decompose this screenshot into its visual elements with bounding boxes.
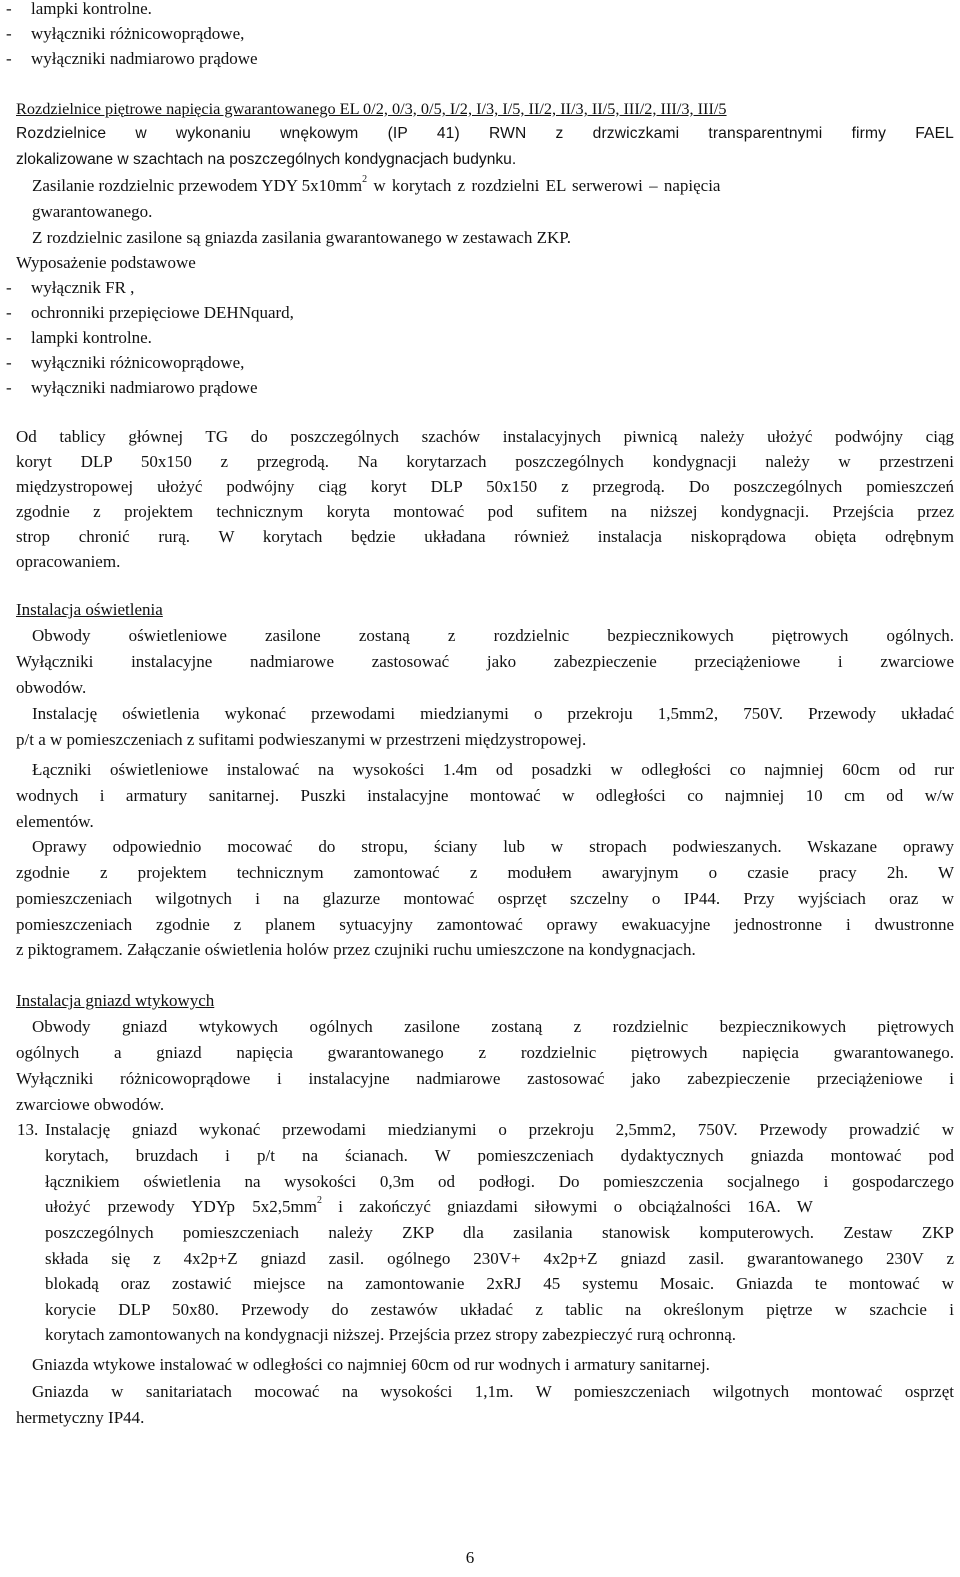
list-item: - wyłącznik FR , xyxy=(6,278,135,297)
paragraph-line: ogólnych a gniazd napięcia gwarantowanego z rozdzielnic piętrowych napięcia gwarantowanego. xyxy=(16,1043,954,1062)
paragraph-line: hermetyczny IP44. xyxy=(16,1408,145,1427)
paragraph-line: koryt DLP 50x150 z przegrodą. Na korytarzach poszczególnych kondygnacji należy w przestrzeni xyxy=(16,452,954,471)
superscript: 2 xyxy=(362,174,368,186)
paragraph-line: blokadą oraz zostawić miejsce na zamontowanie 2xRJ 45 systemu Mosaic. Gniazda te montować w xyxy=(45,1274,954,1293)
section-heading: Rozdzielnice piętrowe napięcia gwarantowanego EL 0/2, 0/3, 0/5, I/2, I/3, I/5, II/2, II/3, II/5, III/2, III/3, III/5 xyxy=(16,99,727,118)
paragraph-line: ułożyć przewody YDYp $5x2,5mm^2$ i zakończyć gniazdami siłowymi o obciążalności 16A. W xyxy=(45,1195,813,1216)
paragraph-line: Rozdzielnice w wykonaniu wnękowym (IP 41) RWN z drzwiczkami transparentnymi firmy FAEL xyxy=(16,125,954,142)
paragraph-line: składa się z 4x2p+Z gniazd zasil. ogólnego 230V+ 4x2p+Z gniazd zasil. gwarantowanego 230V z xyxy=(45,1249,954,1268)
paragraph-line: strop chronić rurą. W korytach będzie układana również instalacja niskoprądowa obięta odrębnym xyxy=(16,527,954,546)
paragraph-line: Gniazda w sanitariatach mocować na wysokości 1,1m. W pomieszczeniach wilgotnych montować osprzęt xyxy=(32,1382,954,1401)
paragraph-line: Instalację gniazd wykonać przewodami miedzianymi o przekroju 2,5mm2, 750V. Przewody prowadzić w xyxy=(45,1120,954,1139)
paragraph-line: wodnych i armatury sanitarnej. Puszki instalacyjne montować w odległości co najmniej 10 cm od w/w xyxy=(16,786,954,805)
paragraph-line: Wyłączniki instalacyjne nadmiarowe zastosować jako zabezpieczenie przeciążeniowe i zwarciowe xyxy=(16,652,954,671)
paragraph-line: łącznikiem oświetlenia na wysokości 0,3m od podłogi. Do pomieszczenia socjalnego i gospodarczego xyxy=(45,1172,954,1191)
paragraph-line: pomieszczeniach wilgotnych i na glazurze montować osprzęt szczelny o IP44. Przy wyjściach oraz w xyxy=(16,889,954,908)
paragraph-line: Zasilanie rozdzielnic przewodem YDY $5x10mm^2$ w korytach z rozdzielni EL serwerowi – napięcia xyxy=(32,174,721,195)
subheading: Wyposażenie podstawowe xyxy=(16,253,196,272)
section-heading: Instalacja gniazd wtykowych xyxy=(16,991,215,1010)
paragraph-line: Wyłączniki różnicowoprądowe i instalacyjne nadmiarowe zastosować jako zabezpieczenie przeciążeniowe i xyxy=(16,1069,954,1088)
paragraph-line: korytach, bruzdach i p/t na ścianach. W pomieszczeniach dydaktycznych gniazda montować pod xyxy=(45,1146,954,1165)
paragraph-line: Gniazda wtykowe instalować w odległości co najmniej 60cm od rur wodnych i armatury sanitarnej. xyxy=(32,1355,710,1374)
superscript: 2 xyxy=(316,1195,322,1207)
paragraph-line: zwarciowe obwodów. xyxy=(16,1095,165,1114)
paragraph-line: Obwody gniazd wtykowych ogólnych zasilone zostaną z rozdzielnic bezpiecznikowych piętrowych xyxy=(32,1017,954,1036)
paragraph-line: gwarantowanego. xyxy=(32,202,153,221)
paragraph-line: międzystropowej ułożyć podwójny ciąg koryt DLP 50x150 z przegrodą. Do poszczególnych pomieszczeń xyxy=(16,477,954,496)
paragraph-line: zlokalizowane w szachtach na poszczególnych kondygnacjach budynku. xyxy=(16,151,517,168)
paragraph-line: p/t a w pomieszczeniach z sufitami podwieszanymi w przestrzeni międzystropowej. xyxy=(16,730,587,749)
paragraph-line: Obwody oświetleniowe zasilone zostaną z rozdzielnic bezpiecznikowych piętrowych ogólnych. xyxy=(32,626,954,645)
list-number: 13. xyxy=(17,1120,39,1139)
paragraph-line: Łączniki oświetleniowe instalować na wysokości 1.4m od posadzki w odległości co najmniej 60cm od rur xyxy=(32,760,954,779)
paragraph-line: zgodnie z projektem technicznym koryta montować pod sufitem na niższej kondygnacji. Przejścia przez xyxy=(16,502,954,521)
paragraph-line: poszczególnych pomieszczeniach należy ZKP dla zasilania stanowisk komputerowych. Zestaw ZKP xyxy=(45,1223,954,1242)
paragraph-line: korytach zamontowanych na kondygnacji niższej. Przejścia przez stropy zabezpieczyć rurą ochronną. xyxy=(45,1325,737,1344)
list-item: - wyłączniki różnicowoprądowe, xyxy=(6,24,245,43)
list-item: - wyłączniki różnicowoprądowe, xyxy=(6,353,245,372)
list-item: - lampki kontrolne. xyxy=(6,0,152,18)
list-item: - wyłączniki nadmiarowo prądowe xyxy=(6,378,258,397)
paragraph-line: Oprawy odpowiednio mocować do stropu, ściany lub w stropach podwieszanych. Wskazane oprawy xyxy=(32,837,954,856)
paragraph-line: korycie DLP 50x80. Przewody do zestawów układać z tablic na określonym piętrze w szachcie i xyxy=(45,1300,954,1319)
section-heading: Instalacja oświetlenia xyxy=(16,600,163,619)
page-number: 6 xyxy=(465,1548,475,1567)
paragraph-line: Instalację oświetlenia wykonać przewodami miedzianymi o przekroju 1,5mm2, 750V. Przewody układać xyxy=(32,704,954,723)
list-item: - wyłączniki nadmiarowo prądowe xyxy=(6,49,258,68)
paragraph-line: Od tablicy głównej TG do poszczególnych szachów instalacyjnych piwnicą należy ułożyć podwójny ciąg xyxy=(16,427,954,446)
paragraph-line: zgodnie z projektem technicznym zamontować z modułem awaryjnym o czasie pracy 2h. W xyxy=(16,863,954,882)
paragraph-line: z piktogramem. Załączanie oświetlenia holów przez czujniki ruchu umieszczone na kondygnacjach. xyxy=(16,940,696,959)
paragraph-line: opracowaniem. xyxy=(16,552,121,571)
paragraph-line: obwodów. xyxy=(16,678,87,697)
paragraph-line: Z rozdzielnic zasilone są gniazda zasilania gwarantowanego w zestawach ZKP. xyxy=(32,228,572,247)
paragraph-line: elementów. xyxy=(16,812,94,831)
paragraph-line: pomieszczeniach zgodnie z planem sytuacyjny zamontować oprawy ewakuacyjne jednostronne i dwustronne xyxy=(16,915,954,934)
list-item: - lampki kontrolne. xyxy=(6,328,152,347)
list-item: - ochronniki przepięciowe DEHNquard, xyxy=(6,303,294,322)
